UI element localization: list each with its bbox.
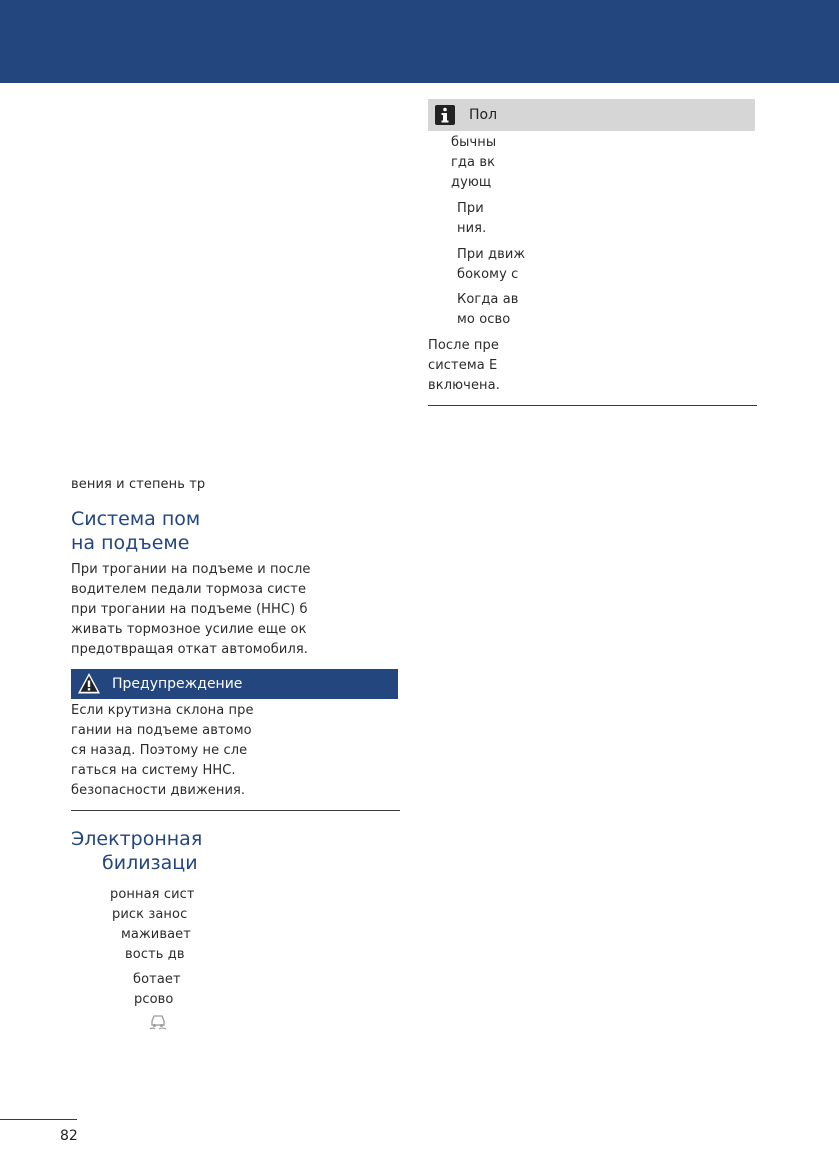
warning-divider <box>71 810 400 811</box>
hhc-heading: Система пом <box>71 508 201 530</box>
info-box-header <box>428 99 755 131</box>
esp-line: ботает <box>133 972 181 987</box>
info-after-line: После пре <box>428 338 499 353</box>
warning-line: безопасности движения. <box>71 783 246 798</box>
esp-line: риск занос <box>112 907 188 922</box>
info-after-line: включена. <box>428 378 500 393</box>
hhc-paragraph-line: водителем педали тормоза систе <box>71 582 307 597</box>
esp-line: рсово <box>134 992 174 1007</box>
esp-line: вость дв <box>125 947 185 962</box>
header-bar <box>0 0 839 83</box>
warning-line: гаться на систему HHC. <box>71 763 236 778</box>
esp-heading: Электронная <box>71 828 203 850</box>
info-box-divider <box>428 405 757 406</box>
esp-line: ронная сист <box>110 887 195 902</box>
info-line: дующ <box>451 175 492 190</box>
info-line: мо осво <box>457 312 511 327</box>
info-line: При движ <box>457 247 526 262</box>
info-line: Когда ав <box>457 292 519 307</box>
warning-line: гании на подъеме автомо <box>71 723 252 738</box>
hhc-paragraph-line: предотвращая откат автомобиля. <box>71 642 308 657</box>
warning-box-header <box>71 669 398 699</box>
warning-title: Предупреждение <box>112 676 243 692</box>
esp-heading: билизаци <box>102 852 198 874</box>
esp-skid-icon <box>148 1013 168 1031</box>
footer-rule <box>0 1119 77 1120</box>
esp-line: маживает <box>121 927 191 942</box>
info-line: бокому с <box>457 267 519 282</box>
hhc-paragraph-line: При трогании на подъеме и после <box>71 562 311 577</box>
hhc-heading: на подъеме <box>71 532 190 554</box>
warning-line: Если крутизна склона пре <box>71 703 254 718</box>
info-after-line: система E <box>428 358 498 373</box>
info-icon <box>435 105 455 125</box>
info-line: ния. <box>457 221 487 236</box>
info-box-title: Пол <box>469 107 498 123</box>
warning-triangle-icon <box>77 672 101 695</box>
info-line: бычны <box>451 135 497 150</box>
hhc-paragraph-line: при трогании на подъеме (HHC) б <box>71 602 308 617</box>
top-fragment: вения и степень тр <box>71 477 206 492</box>
info-line: При <box>457 201 484 216</box>
page-number: 82 <box>60 1128 78 1144</box>
warning-line: ся назад. Поэтому не сле <box>71 743 248 758</box>
info-line: гда вк <box>451 155 496 170</box>
hhc-paragraph-line: живать тормозное усилие еще ок <box>71 622 307 637</box>
